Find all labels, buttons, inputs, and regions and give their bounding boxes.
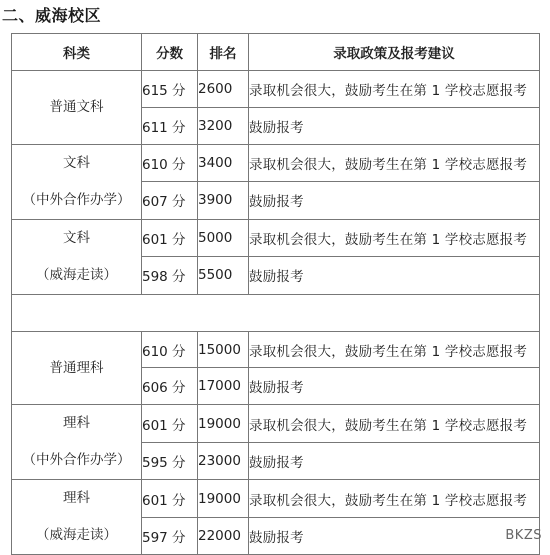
header-rank: 排名 xyxy=(198,34,249,71)
rank-cell: 5000 xyxy=(198,219,249,257)
rank-cell: 15000 xyxy=(198,331,249,368)
table-row xyxy=(12,219,540,257)
score-cell: 615 分 xyxy=(142,70,198,107)
category-cell xyxy=(12,144,142,219)
advice-cell: 鼓励报考 xyxy=(249,368,540,405)
advice-cell: 录取机会很大，鼓励考生在第 1 学校志愿报考 xyxy=(249,405,540,443)
category-name: 文科 xyxy=(63,154,90,171)
table-row xyxy=(12,70,540,107)
section-heading: 二、威海校区 xyxy=(2,6,102,25)
advice-cell: 录取机会很大，鼓励考生在第 1 学校志愿报考 xyxy=(249,331,540,368)
category-cell xyxy=(12,331,142,405)
rank-cell: 23000 xyxy=(198,442,249,480)
advice-cell: 鼓励报考 xyxy=(249,107,540,144)
advice-cell: 鼓励报考 xyxy=(249,442,540,480)
category-cell xyxy=(12,219,142,294)
score-cell: 601 分 xyxy=(142,219,198,257)
rank-cell: 3400 xyxy=(198,144,249,182)
header-score: 分数 xyxy=(142,34,198,71)
category-note: （威海走读） xyxy=(36,266,117,283)
advice-cell: 录取机会很大，鼓励考生在第 1 学校志愿报考 xyxy=(249,144,540,182)
header-advice: 录取政策及报考建议 xyxy=(249,34,540,71)
category-note: （中外合作办学） xyxy=(22,191,131,208)
table-row xyxy=(12,405,540,443)
score-cell: 598 分 xyxy=(142,257,198,295)
table-header-row xyxy=(12,34,540,71)
category-cell xyxy=(12,405,142,480)
category-note: （威海走读） xyxy=(36,527,117,544)
category-cell xyxy=(12,480,142,555)
category-name: 理科 xyxy=(63,490,90,507)
header-category: 科类 xyxy=(12,34,142,71)
category-name: 文科 xyxy=(63,229,90,246)
score-cell: 595 分 xyxy=(142,442,198,480)
table-row xyxy=(12,331,540,368)
rank-cell: 22000 xyxy=(198,517,249,555)
advice-cell: 录取机会很大，鼓励考生在第 1 学校志愿报考 xyxy=(249,219,540,257)
spacer-cell xyxy=(12,294,540,331)
category-name: 普通理科 xyxy=(49,359,104,376)
advice-cell: 录取机会很大，鼓励考生在第 1 学校志愿报考 xyxy=(249,480,540,518)
category-name: 普通文科 xyxy=(49,99,104,116)
table-row xyxy=(12,144,540,182)
rank-cell: 5500 xyxy=(198,257,249,295)
score-cell: 606 分 xyxy=(142,368,198,405)
score-cell: 610 分 xyxy=(142,144,198,182)
table-row xyxy=(12,480,540,518)
category-name: 理科 xyxy=(63,415,90,432)
rank-cell: 3200 xyxy=(198,107,249,144)
score-cell: 601 分 xyxy=(142,480,198,518)
score-cell: 607 分 xyxy=(142,182,198,220)
rank-cell: 2600 xyxy=(198,70,249,107)
rank-cell: 19000 xyxy=(198,480,249,518)
advice-cell: 鼓励报考 xyxy=(249,257,540,295)
advice-cell: 录取机会很大，鼓励考生在第 1 学校志愿报考 xyxy=(249,70,540,107)
advice-cell: 鼓励报考 xyxy=(249,517,540,555)
rank-cell: 19000 xyxy=(198,405,249,443)
score-cell: 597 分 xyxy=(142,517,198,555)
spacer-row xyxy=(12,294,540,331)
admission-table xyxy=(11,33,540,555)
rank-cell: 17000 xyxy=(198,368,249,405)
rank-cell: 3900 xyxy=(198,182,249,220)
advice-cell: 鼓励报考 xyxy=(249,182,540,220)
score-cell: 611 分 xyxy=(142,107,198,144)
category-note: （中外合作办学） xyxy=(22,452,131,469)
score-cell: 610 分 xyxy=(142,331,198,368)
score-cell: 601 分 xyxy=(142,405,198,443)
watermark-text: BKZS xyxy=(505,528,542,543)
category-cell xyxy=(12,70,142,144)
